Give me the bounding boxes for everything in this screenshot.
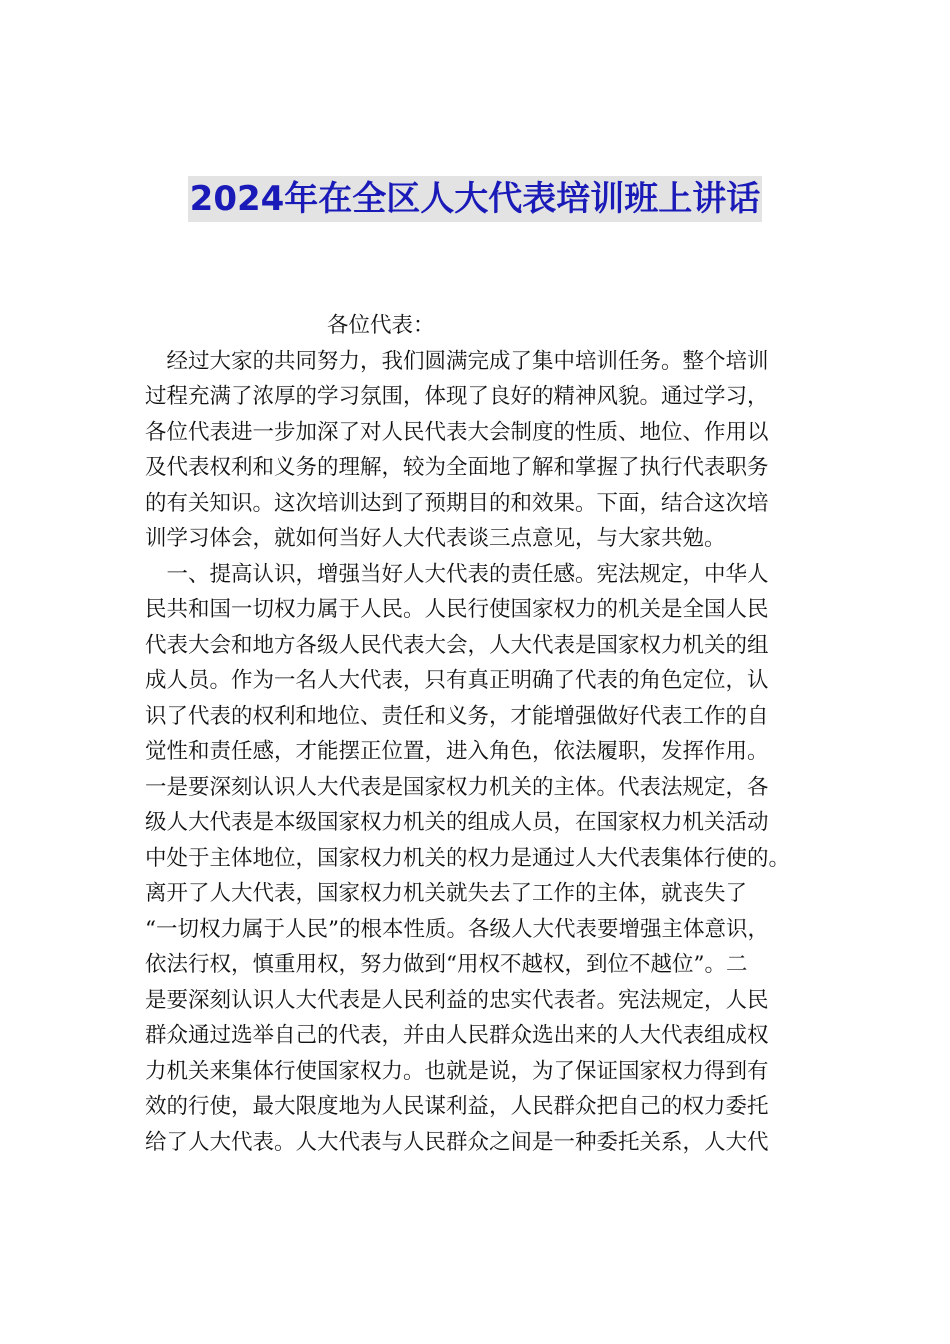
text-line: 及代表权利和义务的理解，较为全面地了解和掌握了执行代表职务 — [145, 455, 769, 480]
text-line: 中处于主体地位，国家权力机关的权力是通过人大代表集体行使的。 — [145, 845, 791, 871]
text-line: 级人大代表是本级国家权力机关的组成人员，在国家权力机关活动 — [145, 810, 769, 835]
text-line: 各位代表进一步加深了对人民代表大会制度的性质、地位、作用以 — [145, 419, 769, 445]
text-line: 成人员。作为一名人大代表，只有真正明确了代表的角色定位，认 — [145, 668, 769, 693]
text-line: “一切权力属于人民”的根本性质。各级人大代表要增强主体意识， — [145, 916, 769, 942]
text-line: 一是要深刻认识人大代表是国家权力机关的主体。代表法规定，各 — [145, 774, 769, 800]
text-line: 力机关来集体行使国家权力。也就是说，为了保证国家权力得到有 — [145, 1058, 769, 1084]
text-line: 过程充满了浓厚的学习氛围，体现了良好的精神风貌。通过学习， — [145, 384, 769, 409]
document-body — [145, 308, 825, 1160]
text-line: 觉性和责任感，才能摆正位置，进入角色，依法履职，发挥作用。 — [145, 739, 769, 764]
text-line: 训学习体会，就如何当好人大代表谈三点意见，与大家共勉。 — [145, 526, 726, 551]
paragraph-2 — [145, 557, 825, 1161]
text-line: 识了代表的权利和地位、责任和义务，才能增强做好代表工作的自 — [145, 703, 769, 729]
text-line: 代表大会和地方各级人民代表大会，人大代表是国家权力机关的组 — [145, 632, 769, 658]
text-line: 是要深刻认识人大代表是人民利益的忠实代表者。宪法规定，人民 — [145, 987, 769, 1013]
text-line: 群众通过选举自己的代表，并由人民群众选出来的人大代表组成权 — [145, 1023, 769, 1048]
text-line: 依法行权，慎重用权，努力做到“用权不越权，到位不越位”。二 — [145, 952, 748, 977]
text-line: 的有关知识。这次培训达到了预期目的和效果。下面，结合这次培 — [145, 490, 769, 516]
text-line: 给了人大代表。人大代表与人民群众之间是一种委托关系，人大代 — [145, 1129, 769, 1155]
text-line: 经过大家的共同努力，我们圆满完成了集中培训任务。整个培训 — [166, 348, 769, 374]
salutation: 各位代表： — [327, 313, 435, 338]
text-line: 效的行使，最大限度地为人民谋利益，人民群众把自己的权力委托 — [145, 1094, 769, 1119]
paragraph-1 — [145, 344, 825, 557]
title-container — [0, 176, 950, 222]
text-line: 民共和国一切权力属于人民。人民行使国家权力的机关是全国人民 — [145, 597, 769, 622]
text-line: 离开了人大代表，国家权力机关就失去了工作的主体，就丧失了 — [145, 881, 748, 906]
document-title: 2024年在全区人大代表培训班上讲话 — [188, 176, 763, 222]
text-line: 一、提高认识，增强当好人大代表的责任感。宪法规定，中华人 — [166, 561, 769, 587]
